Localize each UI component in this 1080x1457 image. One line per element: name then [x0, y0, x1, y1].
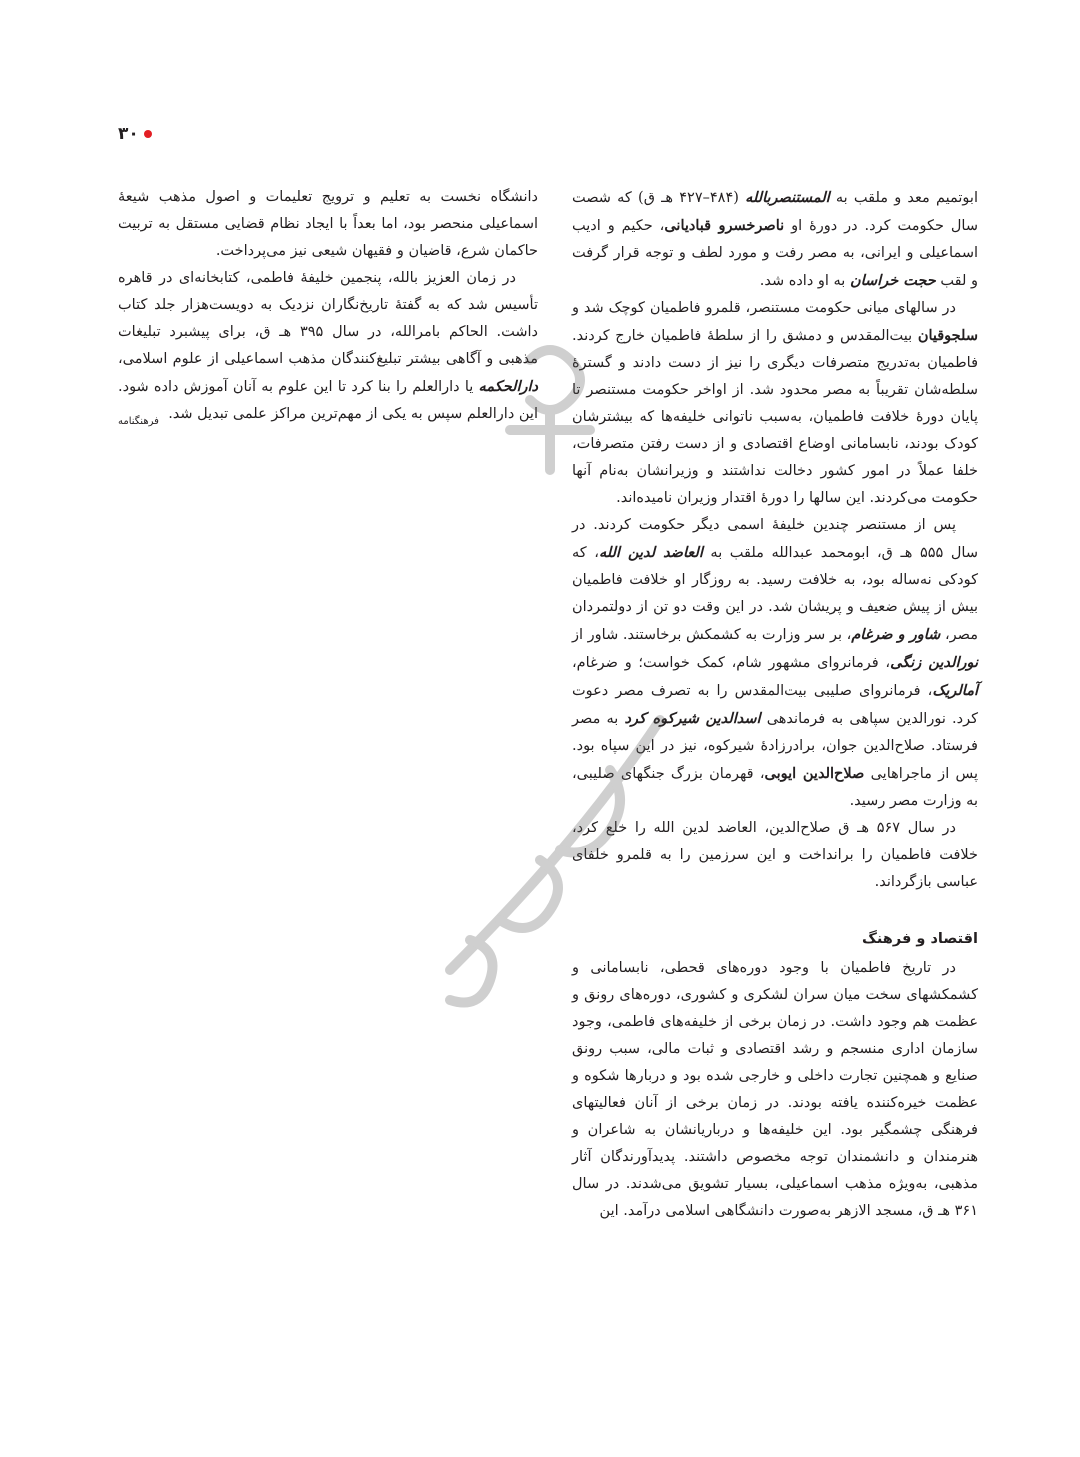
term-amalric: آمالریک	[932, 682, 978, 699]
text-run: در زمان العزیز بالله، پنجمین خلیفهٔ فاطمی، کتابخانه‌ای در قاهره تأسیس شد که به گفتهٔ تاریخ‌نگاران نزدیک به دویست‌هزار جلد کتاب داشت. الحاکم بامرالله، در سال ۳۹۵ هـ ق، برای پیشبرد تبلیغات مذهبی و آگاهی بیشتر تبلیغ‌کنندگان مذهب اسماعیلی از علوم اسلامی،	[118, 270, 538, 367]
text-run: پس از مستنصر چندین خلیفهٔ اسمی دیگر حکومت کردند. در سال ۵۵۵ هـ ق، ابومحمد عبدالله ملقب به	[572, 517, 978, 561]
paragraph-university: دانشگاه نخست به تعلیم و ترویج تعلیمات و اصول مذهب شیعهٔ اسماعیلی منحصر بود، اما بعداً با ایجاد نظام قضایی مستقل به تربیت حاکمان شرع، قاضیان و فقیهان شیعی نیز می‌پرداخت.	[118, 189, 538, 259]
text-run: ، که کودکی نه‌ساله بود، به خلافت رسید. به روزگار او خلافت فاطمیان بیش از پیش ضعیف و پریشان شد. در این وقت دو تن از دولتمردان مصر،	[572, 545, 978, 643]
text-run: ، قهرمان بزرگ جنگهای صلیبی، به وزارت مصر رسید.	[572, 766, 978, 809]
text-run: ، بر سر وزارت به کشمکش برخاستند. شاور از	[572, 627, 852, 643]
text-run: ، فرمانروای صلیبی بیت‌المقدس را به تصرف مصر دعوت کرد. نورالدین سپاهی به فرماندهی	[572, 683, 978, 727]
paragraph-library	[118, 265, 538, 428]
term-naser-khosrow: ناصرخسرو قبادیانی	[664, 217, 785, 234]
paragraph-decline	[572, 295, 978, 512]
term-hojjat-khorasan: حجت خراسان	[849, 272, 936, 289]
text-run: یا دارالعلم را بنا کرد تا این علوم به آنان آموزش داده شود. این دارالعلم سپس به یکی از مهم‌ترین مراکز علمی تبدیل شد.	[118, 379, 538, 422]
text-run: به او داده شد.	[759, 273, 850, 289]
page-number-text: ۳۰	[118, 124, 139, 144]
term-al-adid: العاضد لدین الله	[598, 544, 703, 561]
right-column	[572, 184, 978, 1225]
term-shawar-dirgham: شاور و ضرغام	[851, 626, 941, 643]
term-seljuks: سلجوقیان	[917, 327, 978, 344]
text-run: ، حکیم و ادیب اسماعیلی و ایرانی، به مصر رفت و مورد لطف و توجه قرار گرفت و لقب	[572, 218, 978, 289]
text-run: (۴۸۴–۴۲۷ هـ ق) که شصت سال حکومت کرد. در دورهٔ او	[572, 190, 978, 234]
paragraph-al-adid	[572, 512, 978, 815]
text-run: بیت‌المقدس و دمشق را از سلطهٔ فاطمیان خارج کردند. فاطمیان به‌تدریج متصرفات دیگری را نیز از دست دادند و گسترهٔ سلطه‌شان تقریباً به مصر محدود شد. از اواخر حکومت مستنصر تا پایان دورهٔ خلافت فاطمیان، به‌سبب ناتوانی خلیفه‌ها که بیشترشان کودک بودند، نابسامانی اوضاع اقتصادی و از دست رفتن متصرفات، خلفا عملاً در امور کشور دخالت نداشتند و وزیرانشان به‌نام آنها حکومت می‌کردند. این سالها را دورهٔ اقتدار وزیران نامیده‌اند.	[572, 328, 978, 506]
text-run: به مصر فرستاد. صلاح‌الدین جوان، برادرزادهٔ شیرکوه، نیز در این سپاه بود. پس از ماجراهایی	[572, 711, 978, 782]
term-shirkuh: اسدالدین شیرکوه کرد	[624, 710, 761, 727]
term-dar-al-hikma: دارالحکمه	[478, 378, 538, 395]
page-number-dot	[144, 130, 152, 138]
term-al-mustansir: المستنصربالله	[745, 189, 830, 206]
paragraph-mustansir	[572, 184, 978, 295]
term-saladin: صلاح‌الدین ایوبی	[764, 765, 865, 782]
paragraph-end-of-fatimids: در سال ۵۶۷ هـ ق صلاح‌الدین، العاضد لدین الله را خلع کرد، خلافت فاطمیان را برانداخت و این سرزمین را به قلمرو خلفای عباسی بازگرداند.	[572, 820, 978, 890]
term-nur-al-din: نورالدین زنگی	[890, 654, 979, 671]
text-run: در سالهای میانی حکومت مستنصر، قلمرو فاطمیان کوچک شد و	[572, 300, 956, 316]
left-column	[118, 184, 538, 428]
text-run: ابوتمیم معد و ملقب به	[829, 190, 978, 206]
paragraph-economy-culture: در تاریخ فاطمیان با وجود دوره‌های قحطی، نابسامانی و کشمکشهای سخت میان سران لشکری و کشوری، دوره‌های رونق و عظمت هم وجود داشت. در زمان برخی از خلیفه‌های فاطمی، وجود سازمان اداری منسجم و رشد اقتصادی و ثبات مالی، سبب رونق صنایع و همچنین تجارت داخلی و خارجی شده بود و دربارها شکوه و عظمت خیره‌کننده یافته بودند. در زمان برخی از آنان فعالیتهای فرهنگی چشمگیر بود. این خلیفه‌ها و درباریانشان به شاعران و هنرمندان و دانشمندان توجه مخصوص داشتند. پدیدآورندگان آثار مذهبی، به‌ویژه مذهب اسماعیلی، بسیار تشویق می‌شدند. در سال ۳۶۱ هـ ق، مسجد الازهر به‌صورت دانشگاهی اسلامی درآمد. این	[572, 960, 978, 1219]
text-run: ، فرمانروای مشهور شام، کمک خواست؛ و ضرغام،	[572, 655, 891, 671]
page-number	[118, 124, 152, 144]
section-heading: اقتصاد و فرهنگ	[862, 931, 978, 947]
source-label: فرهنگنامه	[118, 416, 159, 427]
